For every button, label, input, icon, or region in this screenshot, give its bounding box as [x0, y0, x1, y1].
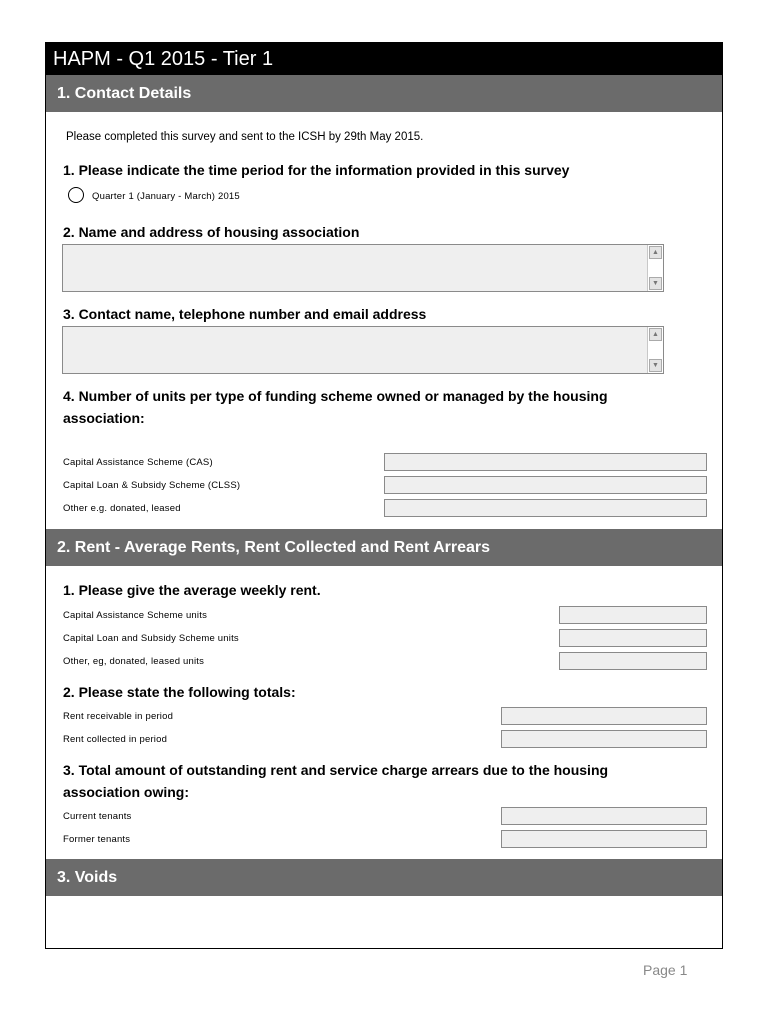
- other-rent-input[interactable]: [559, 652, 707, 670]
- survey-form: [45, 42, 723, 949]
- textarea-scrollbar[interactable]: [647, 327, 663, 373]
- section-rent-header: 2. Rent - Average Rents, Rent Collected and Rent Arrears: [46, 529, 722, 566]
- question-units-line2: association:: [63, 410, 145, 426]
- section-voids-header: 3. Voids: [46, 859, 722, 896]
- form-title: HAPM - Q1 2015 - Tier 1: [46, 43, 722, 75]
- cas-units-input[interactable]: [384, 453, 707, 471]
- question-totals: 2. Please state the following totals:: [63, 684, 296, 700]
- scroll-down-icon[interactable]: ▼: [649, 277, 662, 290]
- intro-text: Please completed this survey and sent to the ICSH by 29th May 2015.: [66, 131, 424, 143]
- field-label-cas-rent: Capital Assistance Scheme units: [63, 610, 208, 621]
- question-arrears-line2: association owing:: [63, 784, 190, 800]
- rent-collected-input[interactable]: [501, 730, 707, 748]
- question-name-address: 2. Name and address of housing association: [63, 224, 360, 240]
- field-label-rent-collected: Rent collected in period: [63, 734, 168, 745]
- scroll-down-icon[interactable]: ▼: [649, 359, 662, 372]
- field-label-other: Other e.g. donated, leased: [63, 503, 181, 514]
- name-address-textarea[interactable]: [62, 244, 664, 292]
- rent-receivable-input[interactable]: [501, 707, 707, 725]
- clss-units-input[interactable]: [384, 476, 707, 494]
- radio-quarter-1[interactable]: [68, 187, 84, 203]
- field-label-former-tenants: Former tenants: [63, 834, 131, 845]
- cas-rent-input[interactable]: [559, 606, 707, 624]
- field-label-clss: Capital Loan & Subsidy Scheme (CLSS): [63, 480, 241, 491]
- field-label-rent-receivable: Rent receivable in period: [63, 711, 174, 722]
- question-time-period: 1. Please indicate the time period for the information provided in this survey: [63, 162, 570, 178]
- question-units-line1: 4. Number of units per type of funding scheme owned or managed by the housing: [63, 388, 608, 404]
- radio-quarter-1-label: Quarter 1 (January - March) 2015: [92, 191, 240, 202]
- scroll-up-icon[interactable]: ▲: [649, 328, 662, 341]
- field-label-cas: Capital Assistance Scheme (CAS): [63, 457, 213, 468]
- question-arrears-line1: 3. Total amount of outstanding rent and service charge arrears due to the housing: [63, 762, 609, 778]
- textarea-scrollbar[interactable]: [647, 245, 663, 291]
- field-label-current-tenants: Current tenants: [63, 811, 132, 822]
- question-contact-info: 3. Contact name, telephone number and email address: [63, 306, 427, 322]
- page-number: Page 1: [643, 962, 688, 978]
- section-contact-details-header: 1. Contact Details: [46, 75, 722, 112]
- clss-rent-input[interactable]: [559, 629, 707, 647]
- former-tenants-input[interactable]: [501, 830, 707, 848]
- scroll-up-icon[interactable]: ▲: [649, 246, 662, 259]
- field-label-clss-rent: Capital Loan and Subsidy Scheme units: [63, 633, 239, 644]
- other-units-input[interactable]: [384, 499, 707, 517]
- field-label-other-rent: Other, eg, donated, leased units: [63, 656, 205, 667]
- current-tenants-input[interactable]: [501, 807, 707, 825]
- contact-info-textarea[interactable]: [62, 326, 664, 374]
- question-average-rent: 1. Please give the average weekly rent.: [63, 582, 321, 598]
